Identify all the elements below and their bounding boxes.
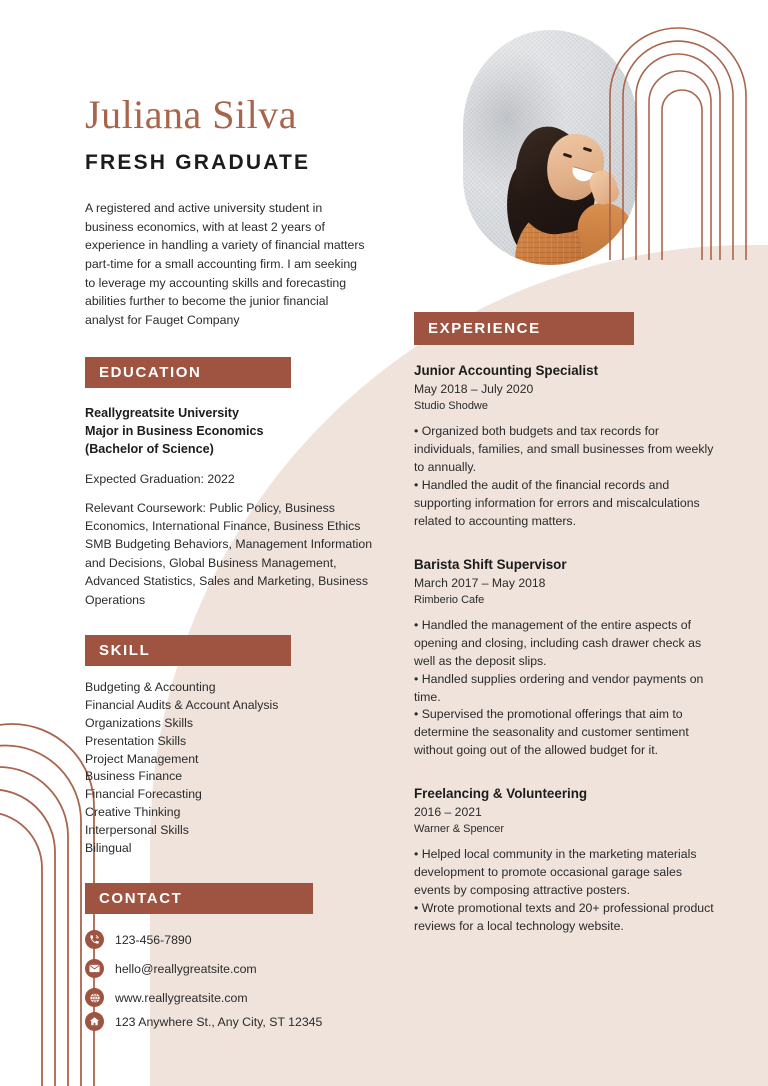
job-bullet: • Supervised the promotional offerings that aim to determine the seasonality and customer sentiment without going out of the allowed budget for it.	[414, 707, 689, 758]
education-coursework: Relevant Coursework: Public Policy, Business Economics, International Finance, Business Ethics SMB Budgeting Behaviors, Management Information and Decisions, Global Business Management, Advanced Statistics, Sales and Marketing, Business Operations	[85, 500, 373, 607]
contact-row[interactable]	[85, 930, 375, 949]
education-section	[85, 357, 375, 609]
education-school-line-3: (Bachelor of Science)	[85, 442, 214, 457]
phone-icon	[85, 930, 104, 949]
job-organization: Studio Shodwe	[414, 400, 488, 412]
job-bullet: • Organized both budgets and tax records for individuals, families, and small businesses from weekly to annually.	[414, 424, 714, 474]
contact-row[interactable]	[85, 959, 375, 978]
job-organization: Rimberio Cafe	[414, 593, 485, 606]
list-item: Interpersonal Skills	[85, 822, 189, 837]
skill-heading: SKILL	[85, 635, 291, 666]
education-school	[85, 404, 375, 459]
job-bullet: • Handled supplies ordering and vendor payments on time.	[414, 671, 704, 704]
education-school-line-1: Reallygreatsite University	[85, 405, 239, 420]
home-icon	[85, 1012, 104, 1031]
job-bullet: • Handled the management of the entire aspects of opening and closing, including cash drawer check as well as the deposit slips.	[414, 617, 702, 668]
contact-value: 123-456-7890	[115, 932, 192, 947]
job-bullet-list	[414, 423, 719, 531]
list-item: Financial Forecasting	[85, 787, 202, 802]
contact-value: 123 Anywhere St., Any City, ST 12345	[115, 1014, 323, 1029]
education-school-line-2: Major in Business Economics	[85, 424, 264, 439]
job-bullet: • Wrote promotional texts and 20+ professional product reviews for a local technology website.	[414, 901, 714, 934]
contact-value: hello@reallygreatsite.com	[115, 961, 257, 976]
job-title: Junior Accounting Specialist	[414, 363, 599, 378]
job-title: Barista Shift Supervisor	[414, 556, 567, 572]
page-title: Juliana Silva	[85, 92, 298, 137]
job-title: Freelancing & Volunteering	[414, 786, 588, 802]
profile-summary: A registered and active university student in business economics, with at least 2 years of experience in handling a variety of financial matters part-time for a small accounting firm. I am seeking to leverage my accounting skills and forecasting abilities further to become the junior financial analyst for Fauget Company	[85, 201, 365, 328]
contact-heading: CONTACT	[85, 883, 313, 914]
job-bullet-list	[414, 846, 719, 936]
job-date: March 2017 – May 2018	[414, 575, 546, 590]
experience-item	[414, 363, 719, 531]
contact-row[interactable]	[85, 1012, 375, 1031]
contact-value: www.reallygreatsite.com	[115, 990, 248, 1005]
list-item: Presentation Skills	[85, 733, 187, 748]
experience-heading: EXPERIENCE	[414, 312, 634, 345]
profile-role: FRESH GRADUATE	[85, 151, 311, 174]
globe-icon	[85, 988, 104, 1007]
list-item: Budgeting & Accounting	[85, 680, 216, 695]
list-item: Organizations Skills	[85, 715, 193, 730]
job-bullet-list	[414, 617, 719, 761]
education-graduation: Expected Graduation: 2022	[85, 471, 235, 486]
right-column	[414, 0, 719, 936]
job-bullet: • Handled the audit of the financial records and supporting information for errors and miscalculations related to accounting matters.	[414, 477, 700, 528]
left-column	[85, 0, 375, 1036]
job-bullet: • Helped local community in the marketing materials development to promote occasional garage sales events by composing attractive posters.	[414, 847, 697, 898]
experience-list	[414, 363, 719, 936]
list-item: Financial Audits & Account Analysis	[85, 698, 279, 713]
job-date: 2016 – 2021	[414, 805, 482, 820]
experience-item	[414, 786, 719, 936]
list-item: Creative Thinking	[85, 804, 181, 819]
contact-list	[85, 930, 375, 1031]
contact-row[interactable]	[85, 988, 375, 1007]
job-organization: Warner & Spencer	[414, 823, 505, 836]
list-item: Project Management	[85, 751, 199, 766]
list-item: Business Finance	[85, 769, 183, 784]
job-date: May 2018 – July 2020	[414, 382, 534, 396]
list-item: Bilingual	[85, 840, 132, 855]
skill-list	[85, 679, 375, 857]
experience-item	[414, 557, 719, 761]
email-icon	[85, 959, 104, 978]
skill-section	[85, 635, 375, 857]
contact-section	[85, 883, 375, 1031]
education-heading: EDUCATION	[85, 357, 291, 388]
